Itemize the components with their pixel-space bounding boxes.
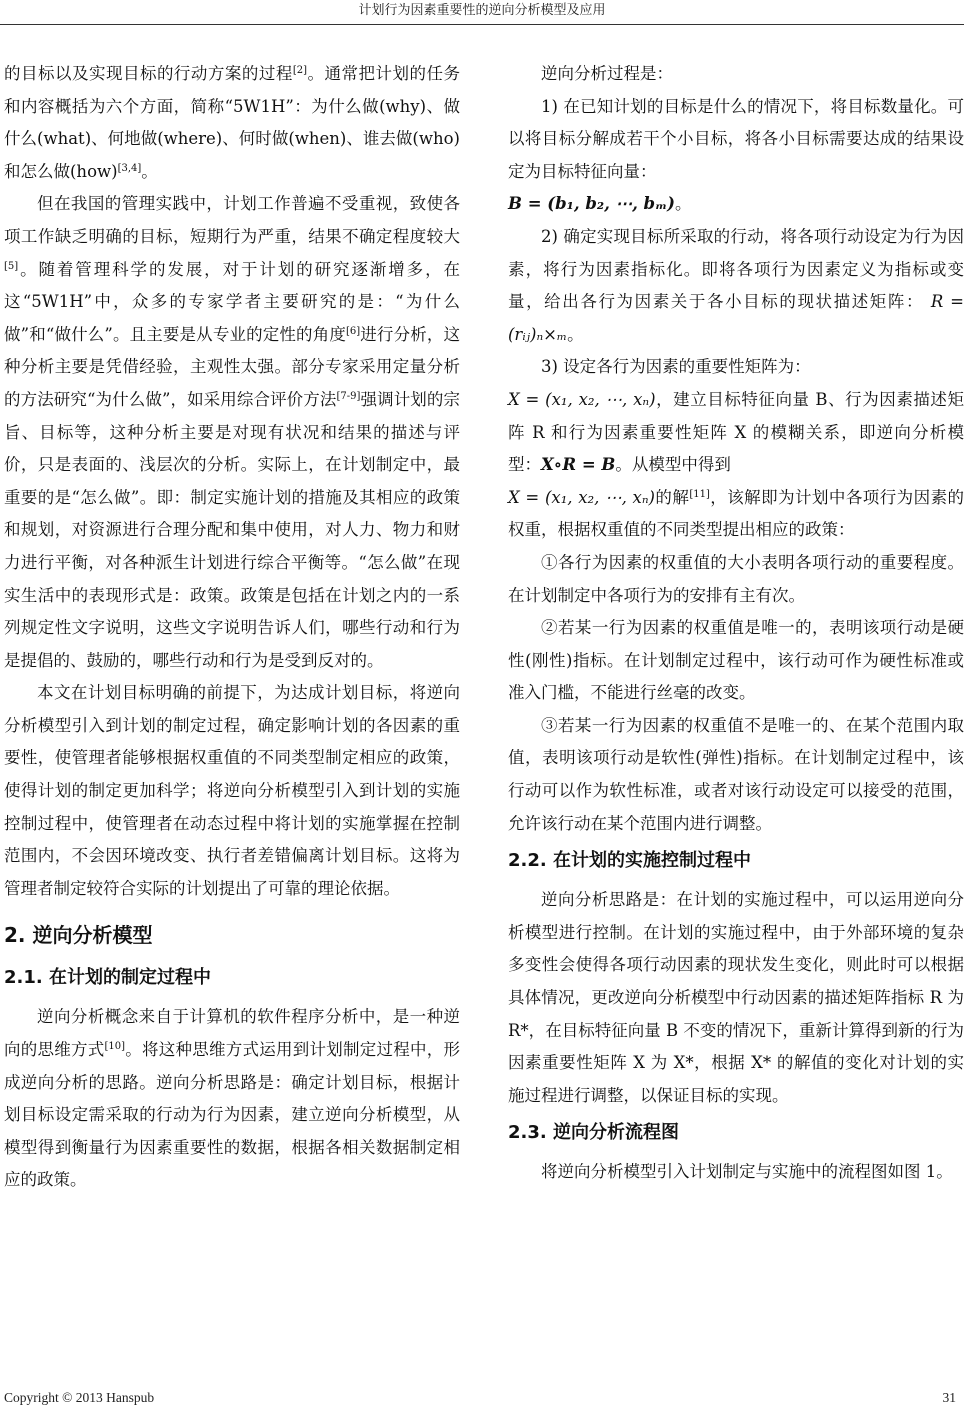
paragraph-model: X = (x₁, x₂, ⋯, xₙ)，建立目标特征向量 B、行为因素描述矩阵 R 和行为因素重要性矩阵 X 的模糊关系，即逆向分析模型：X∘R = B。从模型中得到	[508, 389, 964, 475]
paragraph-intro-cont: 的目标以及实现目标的行动方案的过程[2]。通常把计划的任务和内容概括为六个方面，简称“5W1H”：为什么做(why)、做什么(what)、何地做(where)、何时做(when)、谁去做(who)和怎么做(how)[3,4]。	[4, 64, 461, 181]
citation[interactable]: [3,4]	[117, 162, 142, 174]
paragraph-policy-1: ①各行为因素的权重值的大小表明各项行动的重要程度。在计划制定中各项行为的安排有主有次。	[508, 552, 964, 605]
paragraph-solution: X = (x₁, x₂, ⋯, xₙ)的解[11]，该解即为计划中各项行为因素的权重，根据权重值的不同类型提出相应的政策：	[508, 487, 964, 540]
equation-reverse-model: X∘R = B	[541, 455, 616, 475]
paragraph-step-2: 2) 确定实现目标所采取的行动，将各项行动设定为行为因素，将行为因素指标化。即将各项行为因素定义为指标或变量，给出各行为因素关于各小目标的现状描述矩阵： R = (rᵢⱼ)ₙ×ₘ。	[508, 226, 964, 344]
citation[interactable]: [10]	[104, 1041, 126, 1053]
citation[interactable]: [11]	[689, 488, 710, 500]
equation-target-vector: B = (b₁, b₂, ⋯, bₘ)。	[508, 194, 692, 214]
citation[interactable]: [6]	[345, 325, 361, 337]
equation-importance-matrix: X = (x₁, x₂, ⋯, xₙ)	[508, 389, 656, 409]
paragraph-step-3: 3) 设定各行为因素的重要性矩阵为：	[541, 357, 811, 377]
citation[interactable]: [5]	[4, 260, 19, 272]
paragraph-policy-3: ③若某一行为因素的权重值不是唯一的、在某个范围内取值，表明该项行动是软性(弹性)指标。在计划制定过程中，该行动可以作为软性标准，或者对该行动设定可以接受的范围，允许该行动在某个范围内进行调整。	[508, 715, 964, 833]
paragraph-process-intro: 逆向分析过程是：	[541, 64, 673, 83]
paragraph-control-process: 逆向分析思路是：在计划的实施过程中，可以运用逆向分析模型进行控制。在计划的实施过程中，由于外部环境的复杂多变性会使得各项行动因素的现状发生变化，则此时可以根据具体情况，更改逆向分析模型中行动因素的描述矩阵指标 R 为 R*，在目标特征向量 B 不变的情况下，重新计算得到新的行为因素重要性矩阵 X 为 X*，根据 X* 的解值的变化对计划的实施过程进行调整，以保证目标的实现。	[508, 890, 964, 1105]
subsection-heading-2-1: 2.1. 在计划的制定过程中	[4, 967, 211, 989]
citation[interactable]: [7-9]	[336, 390, 361, 402]
section-heading-2: 2. 逆向分析模型	[4, 923, 153, 948]
paragraph-flowchart-ref: 将逆向分析模型引入计划制定与实施中的流程图如图 1。	[541, 1162, 953, 1182]
right-column	[508, 58, 964, 1189]
equation-solution-vector: X = (x₁, x₂, ⋯, xₙ)	[508, 487, 655, 507]
equation-description-matrix: R = (rᵢⱼ)ₙ×ₘ	[508, 292, 964, 344]
header-rule	[0, 24, 964, 25]
footer-copyright: Copyright © 2013 Hanspub	[4, 1390, 155, 1405]
footer-page-number: 31	[942, 1390, 956, 1405]
citation[interactable]: [2]	[292, 65, 308, 76]
paragraph-purpose: 本文在计划目标明确的前提下，为达成计划目标，将逆向分析模型引入到计划的制定过程，确定影响计划的各因素的重要性，使管理者能够根据权重值的不同类型制定相应的政策，使得计划的制定更加科学；将逆向分析模型引入到计划的实施控制过程中，使管理者在动态过程中将计划的实施掌握在控制范围内，不会因环境改变、执行者差错偏离计划目标。这将为管理者制定较符合实际的计划提出了可靠的理论依据。	[4, 683, 460, 898]
running-header: 计划行为因素重要性的逆向分析模型及应用	[358, 3, 606, 18]
subsection-heading-2-2: 2.2. 在计划的实施控制过程中	[508, 850, 751, 872]
paragraph-reverse-concept: 逆向分析概念来自于计算机的软件程序分析中，是一种逆向的思维方式[10]。将这种思维方式运用到计划制定过程中，形成逆向分析的思路。逆向分析思路是：确定计划目标，根据计划目标设定需采取的行动为行为因素，建立逆向分析模型，从模型得到衡量行为因素重要性的数据，根据各相关数据制定相应的政策。	[4, 1007, 461, 1190]
paragraph-policy-2: ②若某一行为因素的权重值是唯一的，表明该项行动是硬性(刚性)指标。在计划制定过程中，该行动可作为硬性标准或准入门槛，不能进行丝毫的改变。	[508, 618, 964, 703]
subsection-heading-2-3: 2.3. 逆向分析流程图	[508, 1122, 679, 1144]
left-column	[4, 58, 460, 1197]
paragraph-management-practice: 但在我国的管理实践中，计划工作普遍不受重视，致使各项工作缺乏明确的目标，短期行为严重，结果不确定程度较大[5]。随着管理科学的发展，对于计划的研究逐渐增多，在这“5W1H”中，众多的专家学者主要研究的是：“为什么做”和“做什么”。且主要是从专业的定性的角度[6]进行分析，这种分析主要是凭借经验，主观性太强。部分专家采用定量分析的方法研究“为什么做”，如采用综合评价方法[7-9]强调计划的宗旨、目标等，这种分析主要是对现有状况和结果的描述与评价，只是表面的、浅层次的分析。实际上，在计划制定中，最重要的是“怎么做”。即：制定实施计划的措施及其相应的政策和规划，对资源进行合理分配和集中使用，对人力、物力和财力进行平衡，对各种派生计划进行综合平衡等。“怎么做”在现实生活中的表现形式是：政策。政策是包括在计划之内的一系列规定性文字说明，这些文字说明告诉人们，哪些行动和行为是提倡的、鼓励的，哪些行动和行为是受到反对的。	[4, 194, 461, 670]
paragraph-step-1: 1) 在已知计划的目标是什么的情况下，将目标数量化。可以将目标分解成若干个小目标，将各小目标需要达成的结果设定为目标特征向量：	[508, 96, 964, 181]
